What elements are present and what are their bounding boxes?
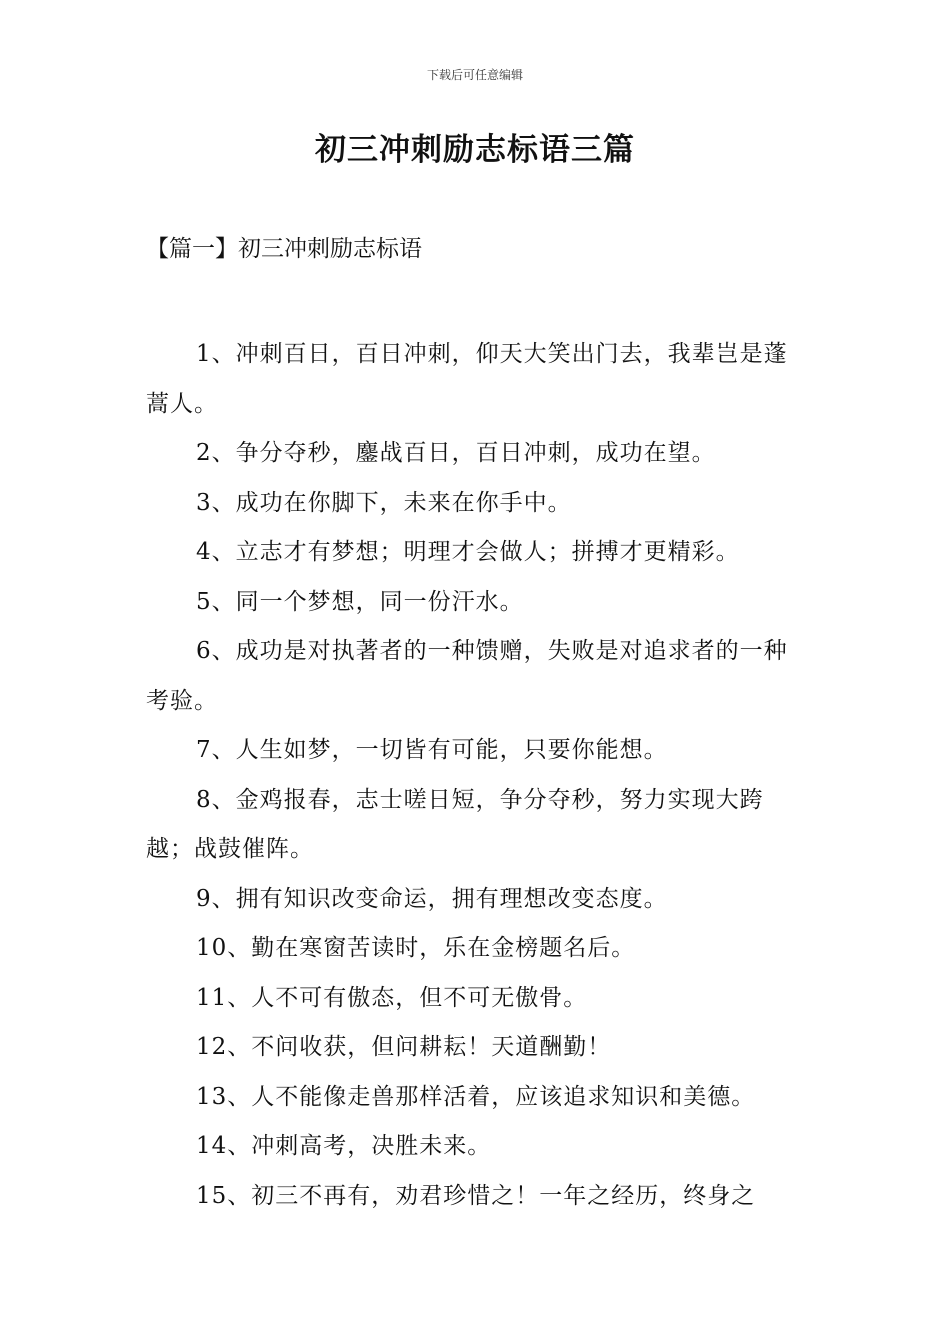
list-item: 6、成功是对执著者的一种馈赠，失败是对追求者的一种考验。 — [146, 638, 788, 714]
list-item: 2、争分夺秒，鏖战百日，百日冲刺，成功在望。 — [196, 440, 716, 466]
list-item: 14、冲刺高考，决胜未来。 — [196, 1133, 492, 1159]
list-item: 3、成功在你脚下，未来在你手中。 — [196, 489, 572, 516]
section-heading: 【篇一】初三冲刺励志标语 — [146, 236, 422, 262]
list-item: 7、人生如梦，一切皆有可能，只要你能想。 — [196, 737, 668, 763]
slogan-list — [146, 330, 811, 1221]
page-header-note: 下载后可任意编辑 — [426, 68, 523, 82]
list-item: 15、初三不再有，劝君珍惜之！一年之经历，终身之 — [196, 1182, 756, 1209]
list-item: 4、立志才有梦想；明理才会做人；拼搏才更精彩。 — [196, 539, 740, 565]
document-title: 初三冲刺励志标语三篇 — [315, 132, 635, 168]
list-item: 12、不问收获，但问耕耘！天道酬勤！ — [196, 1034, 612, 1060]
list-item: 9、拥有知识改变命运，拥有理想改变态度。 — [196, 885, 668, 912]
list-item: 11、人不可有傲态，但不可无傲骨。 — [196, 984, 588, 1011]
list-item: 10、勤在寒窗苦读时，乐在金榜题名后。 — [196, 935, 636, 961]
list-item: 1、冲刺百日，百日冲刺，仰天大笑出门去，我辈岂是蓬蒿人。 — [146, 341, 788, 417]
list-item: 5、同一个梦想，同一份汗水。 — [196, 588, 524, 615]
list-item: 8、金鸡报春，志士嗟日短，争分夺秒，努力实现大跨越；战鼓催阵。 — [146, 786, 764, 862]
list-item: 13、人不能像走兽那样活着，应该追求知识和美德。 — [196, 1083, 756, 1110]
